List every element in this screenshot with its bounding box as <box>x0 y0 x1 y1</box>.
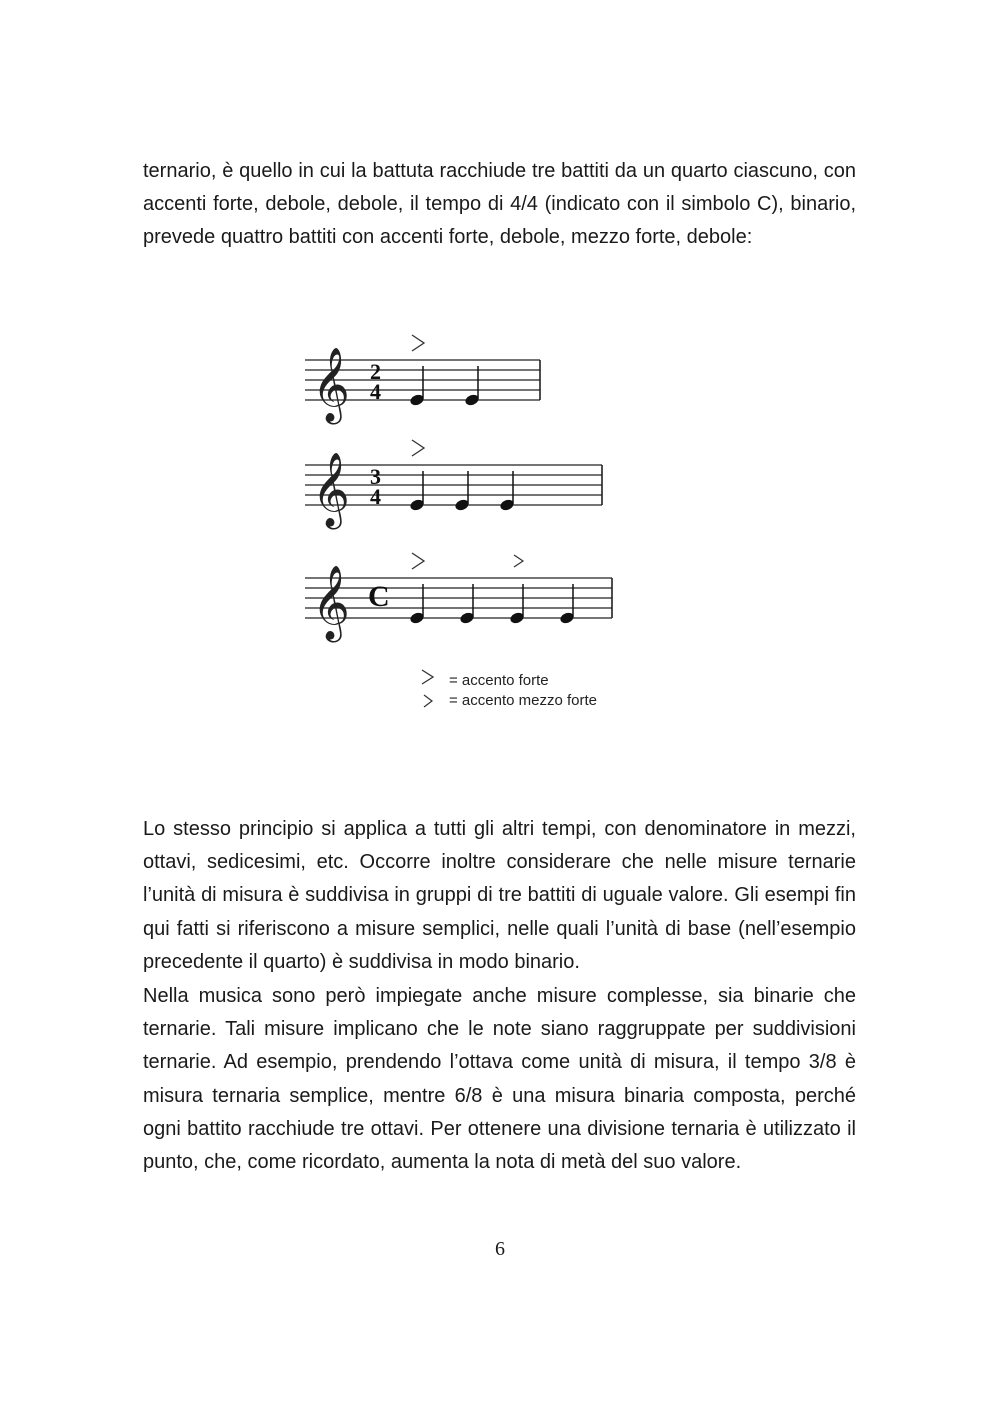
staff-1 <box>305 335 540 425</box>
legend-mezzo-forte-label: = accento mezzo forte <box>449 692 597 709</box>
accent-forte-icon <box>422 670 433 684</box>
legend-forte-label: = accento forte <box>449 672 549 689</box>
time-signature-figure <box>290 325 650 720</box>
legend-mezzo-forte <box>424 692 597 709</box>
staff-3 <box>305 553 612 643</box>
page-number: 6 <box>495 1238 505 1260</box>
treble-clef-icon: 𝄞 <box>312 566 350 640</box>
quarter-note <box>509 555 525 625</box>
paragraph-2: Lo stesso principio si applica a tutti gli altri tempi, con denominatore in mezzi, ottavi, sedicesimi, etc. Occorre inoltre considerare che nelle misure ternarie l’unità di misura è suddivisa in gruppi di tre battiti di uguale valore. Gli esempi fin qui fatti si riferiscono a misure semplici, nelle quali l’unità di base (nell’esempio precedente il quarto) è suddivisa in modo binario. <box>143 818 856 973</box>
quarter-note <box>409 553 425 625</box>
accent-forte-icon <box>412 553 424 569</box>
time-signature-bottom: 4 <box>370 484 381 509</box>
accent-mezzo-forte-icon <box>424 695 432 707</box>
time-signature-bottom: 4 <box>370 379 381 404</box>
staff-2 <box>305 440 602 530</box>
quarter-note <box>409 335 425 407</box>
paragraph-1: ternario, è quello in cui la battuta racchiude tre battiti da un quarto ciascuno, con accenti forte, debole, debole, il tempo di 4/4 (indicato con il simbolo C), binario, prevede quattro battiti con accenti forte, debole, mezzo forte, debole: <box>143 160 856 249</box>
quarter-note <box>559 584 575 625</box>
treble-clef-icon: 𝄞 <box>312 348 350 422</box>
time-signature-top: 2 <box>370 359 381 384</box>
accent-forte-icon <box>412 440 424 456</box>
treble-clef-icon: 𝄞 <box>312 453 350 527</box>
quarter-note <box>499 471 515 512</box>
time-signature-symbol: C <box>368 580 390 613</box>
paragraph-3: Nella musica sono però impiegate anche misure complesse, sia binarie che ternarie. Tali misure implicano che le note siano raggruppate per suddivisioni ternarie. Ad esempio, prendendo l’ottava come unità di misura, il tempo 3/8 è misura ternaria semplice, mentre 6/8 è una misura binaria composta, perché ogni battito racchiude tre ottavi. Per ottenere una divisione ternaria è utilizzato il punto, che, come ricordato, aumenta la nota di metà del suo valore. <box>143 985 856 1174</box>
accent-mezzo-forte-icon <box>514 555 523 567</box>
time-signature-top: 3 <box>370 464 381 489</box>
quarter-note <box>409 440 425 512</box>
quarter-note <box>459 584 475 625</box>
legend-forte <box>422 670 549 689</box>
quarter-note <box>454 471 470 512</box>
quarter-note <box>464 366 480 407</box>
accent-forte-icon <box>412 335 424 351</box>
